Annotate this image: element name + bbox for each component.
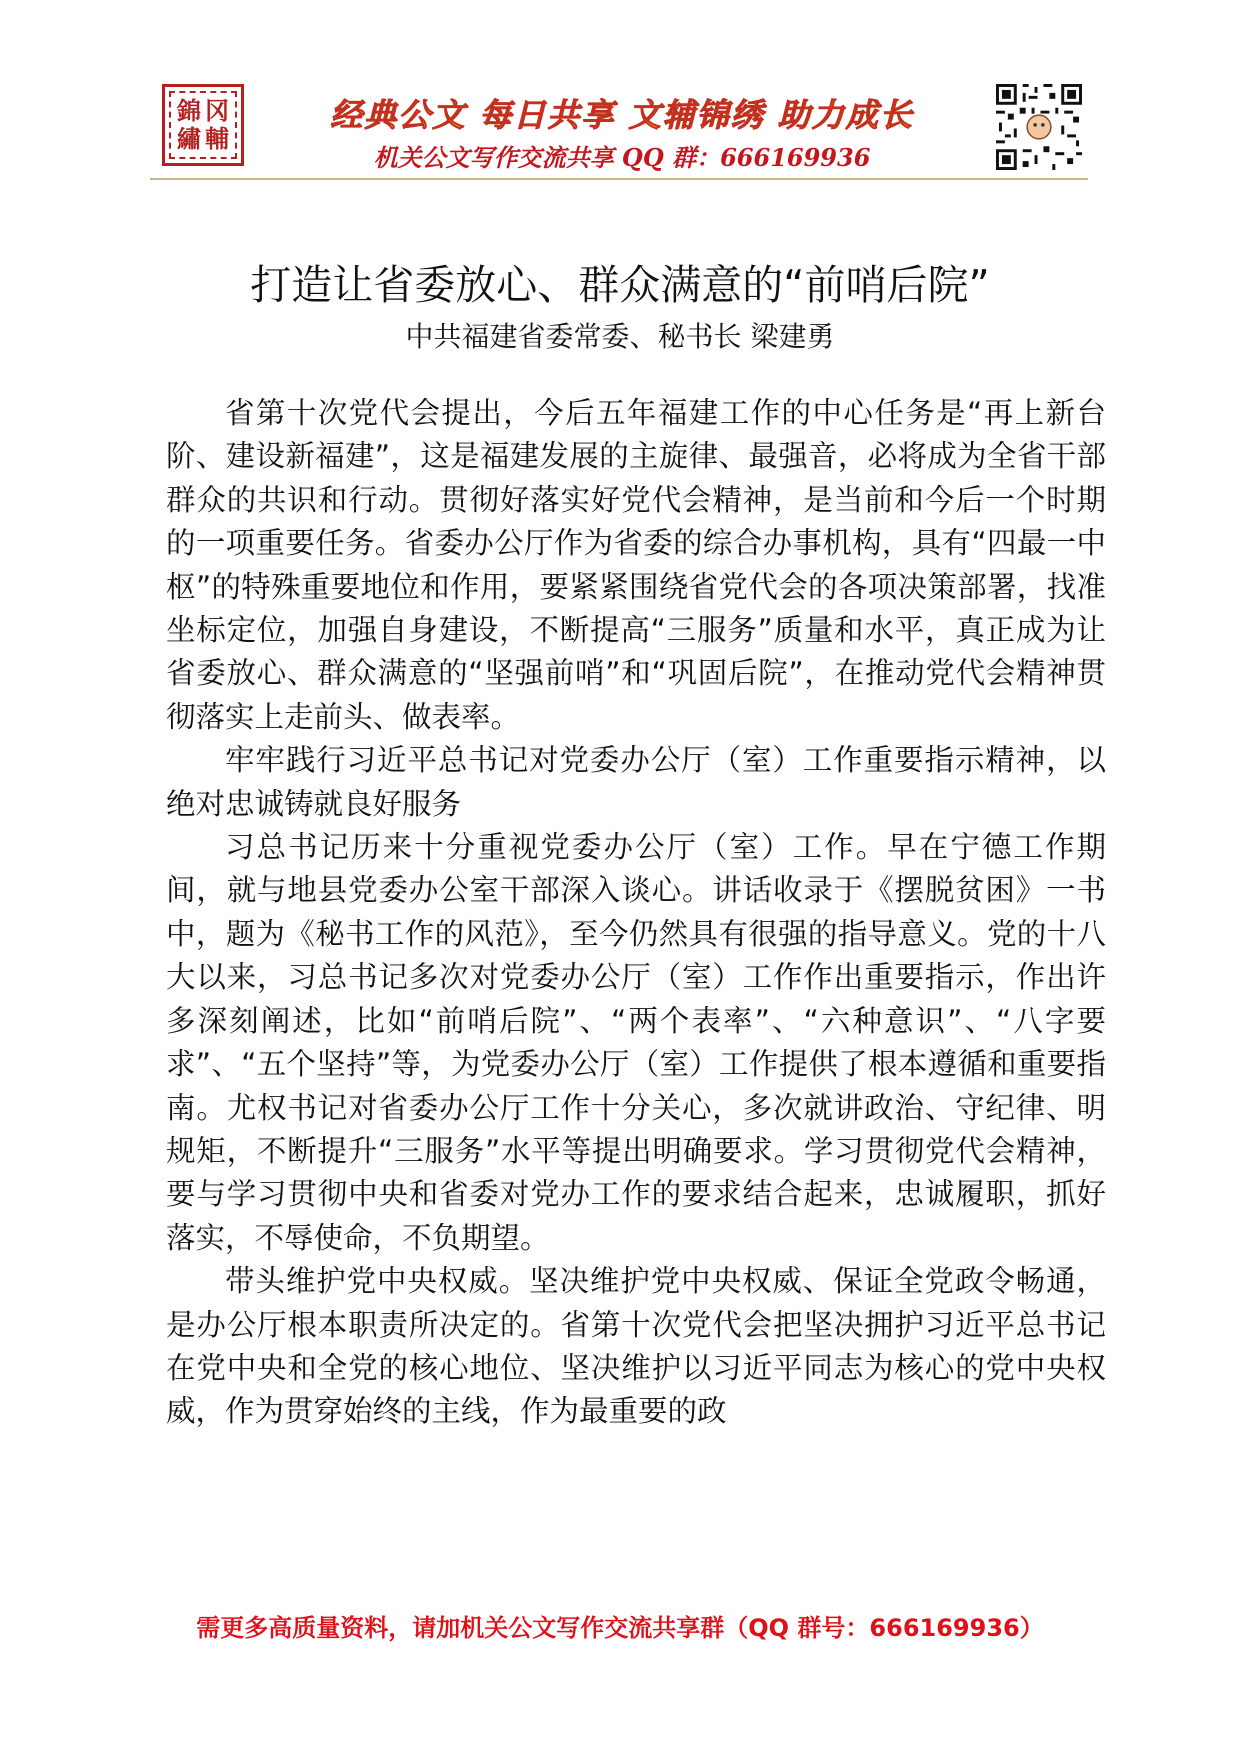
paragraph: 带头维护党中央权威。坚决维护党中央权威、保证全党政令畅通，是办公厅根本职责所决定的。省第十次党代会把坚决拥护习近平总书记在党中央和全党的核心地位、坚决维护以习近平同志为核心的党中央权威，作为贯穿始终的主线，作为最重要的政 xyxy=(166,1264,1106,1429)
document-title: 打造让省委放心、群众满意的“前哨后院” xyxy=(250,261,990,309)
footer-notice: 需更多高质量资料，请加机关公文写作交流共享群（QQ 群号：666169936） xyxy=(196,1614,1044,1642)
header-slogan: 经典公文 每日共享 文辅锦绣 助力成长 xyxy=(330,96,914,134)
logo-glyph: 輔 xyxy=(205,124,229,153)
logo-glyph: 錦 xyxy=(177,96,201,125)
qr-code-icon xyxy=(996,84,1082,170)
document-body xyxy=(166,392,1106,1434)
header-qq-group: 机关公文写作交流共享 QQ 群：666169936 xyxy=(373,143,871,172)
logo-glyph: 繡 xyxy=(177,124,201,153)
section-heading: 牢牢践行习近平总书记对党委办公厅（室）工作重要指示精神，以绝对忠诚铸就良好服务 xyxy=(166,743,1106,821)
paragraph: 省第十次党代会提出，今后五年福建工作的中心任务是“再上新台阶、建设新福建”，这是福建发展的主旋律、最强音，必将成为全省干部群众的共识和行动。贯彻好落实好党代会精神，是当前和今后一个时期的一项重要任务。省委办公厅作为省委的综合办事机构，具有“四最一中枢”的特殊重要地位和作用，要紧紧围绕省党代会的各项决策部署，找准坐标定位，加强自身建设，不断提高“三服务”质量和水平，真正成为让省委放心、群众满意的“坚强前哨”和“巩固后院”，在推动党代会精神贯彻落实上走前头、做表率。 xyxy=(166,396,1106,734)
paragraph: 习总书记历来十分重视党委办公厅（室）工作。早在宁德工作期间，就与地县党委办公室干部深入谈心。讲话收录于《摆脱贫困》一书中，题为《秘书工作的风范》，至今仍然具有很强的指导意义。党的十八大以来，习总书记多次对党委办公厅（室）工作作出重要指示，作出许多深刻阐述，比如“前哨后院”、“两个表率”、“六种意识”、“八字要求”、“五个坚持”等，为党委办公厅（室）工作提供了根本遵循和重要指南。尤权书记对省委办公厅工作十分关心，多次就讲政治、守纪律、明规矩，不断提升“三服务”水平等提出明确要求。学习贯彻党代会精神，要与学习贯彻中央和省委对党办工作的要求结合起来，忠诚履职，抓好落实，不辱使命，不负期望。 xyxy=(166,830,1106,1255)
brand-logo xyxy=(162,84,244,166)
logo-glyph: 冈 xyxy=(205,96,229,125)
header-banner xyxy=(150,78,1088,180)
document-author: 中共福建省委常委、秘书长 梁建勇 xyxy=(405,320,835,353)
